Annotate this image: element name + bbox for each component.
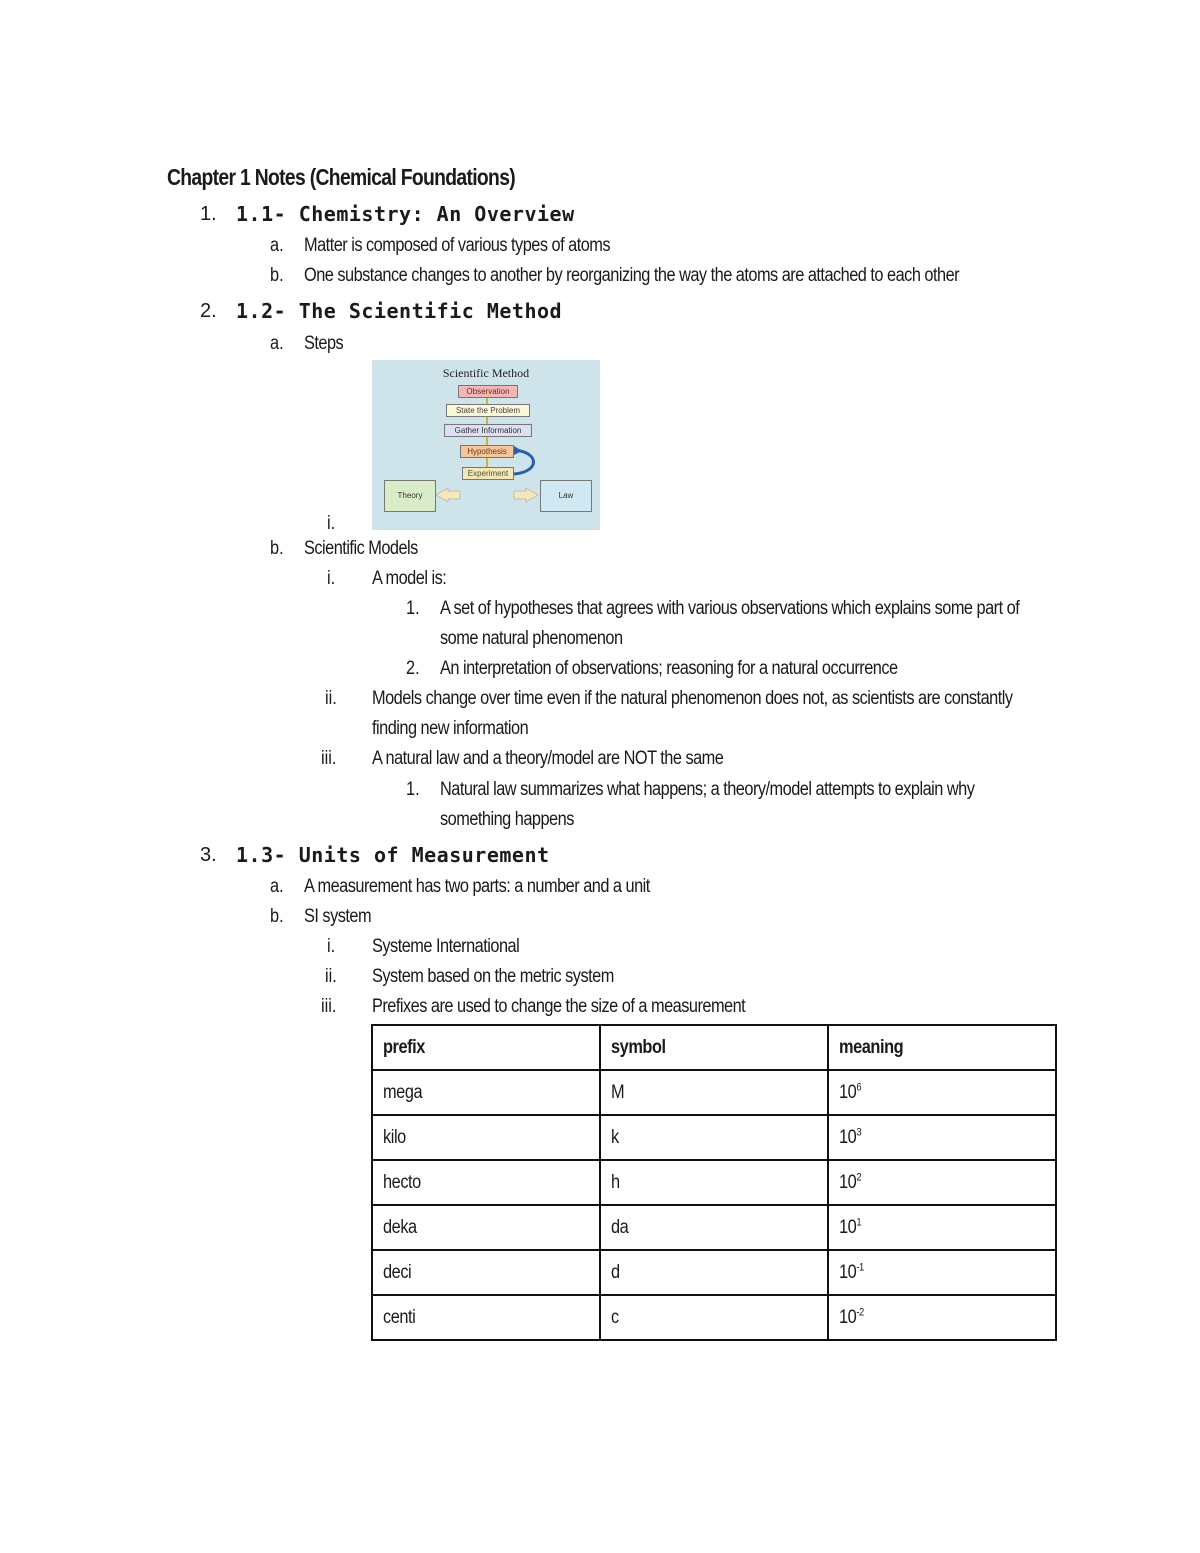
list-marker: ii. <box>325 966 337 987</box>
symbol-cell: d <box>611 1261 620 1283</box>
meaning-cell <box>839 1307 864 1329</box>
list-marker: i. <box>327 936 336 957</box>
header-meaning: meaning <box>839 1036 904 1058</box>
list-marker: iii. <box>321 748 337 769</box>
prefix-cell: mega <box>383 1081 423 1103</box>
symbol-cell: da <box>611 1216 629 1238</box>
table-row <box>372 1115 1056 1160</box>
list-item: An interpretation of observations; reasoning for a natural occurrence <box>440 658 898 679</box>
figure-box-law: Law <box>540 480 592 512</box>
table-row <box>372 1205 1056 1250</box>
meaning-base: 10 <box>839 1306 857 1328</box>
table-row <box>372 1250 1056 1295</box>
symbol-cell: M <box>611 1081 625 1103</box>
meaning-base: 10 <box>839 1081 857 1103</box>
list-item: System based on the metric system <box>372 966 614 987</box>
list-marker: iii. <box>321 996 337 1017</box>
list-marker: a. <box>270 333 284 354</box>
list-marker: b. <box>270 538 284 559</box>
list-marker: 2. <box>406 658 420 679</box>
list-item: Natural law summarizes what happens; a theory/model attempts to explain why <box>440 779 975 800</box>
list-item: Matter is composed of various types of atoms <box>304 235 611 256</box>
list-marker: i. <box>327 568 336 589</box>
list-item-continuation: some natural phenomenon <box>440 628 623 649</box>
list-item-continuation: finding new information <box>372 718 529 739</box>
section-heading: 1.3- Units of Measurement <box>236 843 550 867</box>
list-marker: i. <box>327 513 336 534</box>
list-item: Steps <box>304 333 344 354</box>
table-row <box>372 1295 1056 1340</box>
table-header-cell <box>600 1025 828 1070</box>
list-item: Systeme International <box>372 936 520 957</box>
symbol-cell: c <box>611 1306 619 1328</box>
figure-box-experiment: Experiment <box>462 467 514 480</box>
figure-title: Scientific Method <box>442 366 530 380</box>
meaning-exponent: -1 <box>856 1261 864 1274</box>
figure-box-theory: Theory <box>384 480 436 512</box>
list-item: A measurement has two parts: a number and a unit <box>304 876 650 897</box>
figure-box-hypothesis: Hypothesis <box>460 445 514 458</box>
section-heading: 1.2- The Scientific Method <box>236 299 563 323</box>
list-item: Prefixes are used to change the size of a measurement <box>372 996 746 1017</box>
meaning-exponent: 6 <box>856 1081 862 1094</box>
table-row <box>372 1160 1056 1205</box>
table-header-cell <box>828 1025 1056 1070</box>
list-item: A set of hypotheses that agrees with various observations which explains some part of <box>440 598 1020 619</box>
meaning-base: 10 <box>839 1126 857 1148</box>
list-item: SI system <box>304 906 372 927</box>
meaning-cell <box>839 1082 861 1104</box>
section-number: 1. <box>200 203 217 225</box>
list-item: One substance changes to another by reorganizing the way the atoms are attached to each other <box>304 265 960 286</box>
symbol-cell: k <box>611 1126 619 1148</box>
table-header-row <box>372 1025 1056 1070</box>
list-marker: b. <box>270 265 284 286</box>
list-marker: 1. <box>406 598 420 619</box>
figure-box-gather: Gather Information <box>444 424 532 437</box>
meaning-cell <box>839 1172 861 1194</box>
prefix-cell: hecto <box>383 1171 421 1193</box>
list-item-continuation: something happens <box>440 809 574 830</box>
symbol-cell: h <box>611 1171 620 1193</box>
list-marker: b. <box>270 906 284 927</box>
list-marker: ii. <box>325 688 337 709</box>
header-prefix: prefix <box>383 1036 425 1058</box>
list-item: Models change over time even if the natural phenomenon does not, as scientists are constantly <box>372 688 1013 709</box>
meaning-exponent: 1 <box>856 1216 862 1229</box>
list-marker: a. <box>270 876 284 897</box>
figure-box-state: State the Problem <box>446 404 530 417</box>
meaning-exponent: 2 <box>856 1171 862 1184</box>
prefix-table <box>371 1024 1057 1341</box>
document-title: Chapter 1 Notes (Chemical Foundations) <box>167 164 516 190</box>
table-header-cell <box>372 1025 600 1070</box>
meaning-exponent: -2 <box>856 1306 864 1319</box>
figure-box-observation: Observation <box>458 385 518 398</box>
meaning-cell <box>839 1262 864 1284</box>
meaning-cell <box>839 1127 861 1149</box>
prefix-cell: centi <box>383 1306 416 1328</box>
list-item: Scientific Models <box>304 538 418 559</box>
prefix-cell: kilo <box>383 1126 406 1148</box>
list-item: A natural law and a theory/model are NOT the same <box>372 748 724 769</box>
list-marker: a. <box>270 235 284 256</box>
prefix-cell: deka <box>383 1216 417 1238</box>
list-marker: 1. <box>406 779 420 800</box>
meaning-base: 10 <box>839 1171 857 1193</box>
meaning-exponent: 3 <box>856 1126 862 1139</box>
header-symbol: symbol <box>611 1036 666 1058</box>
section-heading: 1.1- Chemistry: An Overview <box>236 202 575 226</box>
meaning-cell <box>839 1217 861 1239</box>
section-number: 3. <box>200 844 217 866</box>
meaning-base: 10 <box>839 1261 857 1283</box>
section-number: 2. <box>200 300 217 322</box>
list-item: A model is: <box>372 568 447 589</box>
scientific-method-figure <box>372 360 600 530</box>
meaning-base: 10 <box>839 1216 857 1238</box>
table-row <box>372 1070 1056 1115</box>
prefix-cell: deci <box>383 1261 412 1283</box>
